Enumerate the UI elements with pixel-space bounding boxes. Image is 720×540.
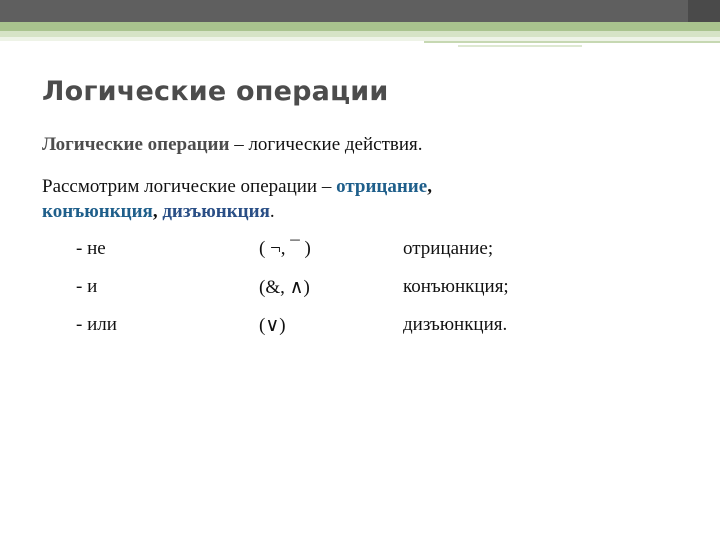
operation-name: конъюнкция;	[403, 276, 509, 297]
slide-title: Логические операции	[42, 76, 389, 107]
accent-line-short	[458, 45, 582, 47]
operation-word: - не	[76, 238, 106, 259]
op-disjunction: дизъюнкция	[162, 201, 270, 222]
operation-word: - и	[76, 276, 98, 297]
intro-separator-2: ,	[152, 201, 163, 222]
accent-line	[424, 41, 720, 43]
definition-text: – логические действия.	[229, 134, 423, 155]
intro-prefix: Рассмотрим логические операции –	[42, 176, 337, 197]
intro-end: .	[269, 201, 275, 222]
accent-stripe	[0, 22, 720, 31]
header-bar	[0, 0, 720, 22]
operation-word: - или	[76, 314, 117, 335]
operation-symbol: (&, ∧)	[259, 277, 310, 298]
operation-symbol: (∨)	[259, 315, 286, 336]
definition-term: Логические операции	[42, 134, 230, 155]
slide-body	[42, 134, 682, 224]
operation-symbol: ( ¬, ¯ )	[259, 238, 311, 259]
operation-name: отрицание;	[403, 238, 494, 259]
op-negation: отрицание	[336, 176, 428, 197]
op-conjunction: конъюнкция	[42, 201, 153, 222]
header-corner	[688, 0, 720, 22]
operation-name: дизъюнкция.	[403, 314, 508, 335]
definition-line	[42, 134, 682, 156]
intro-separator-1: ,	[427, 176, 432, 197]
intro-line	[42, 174, 682, 224]
